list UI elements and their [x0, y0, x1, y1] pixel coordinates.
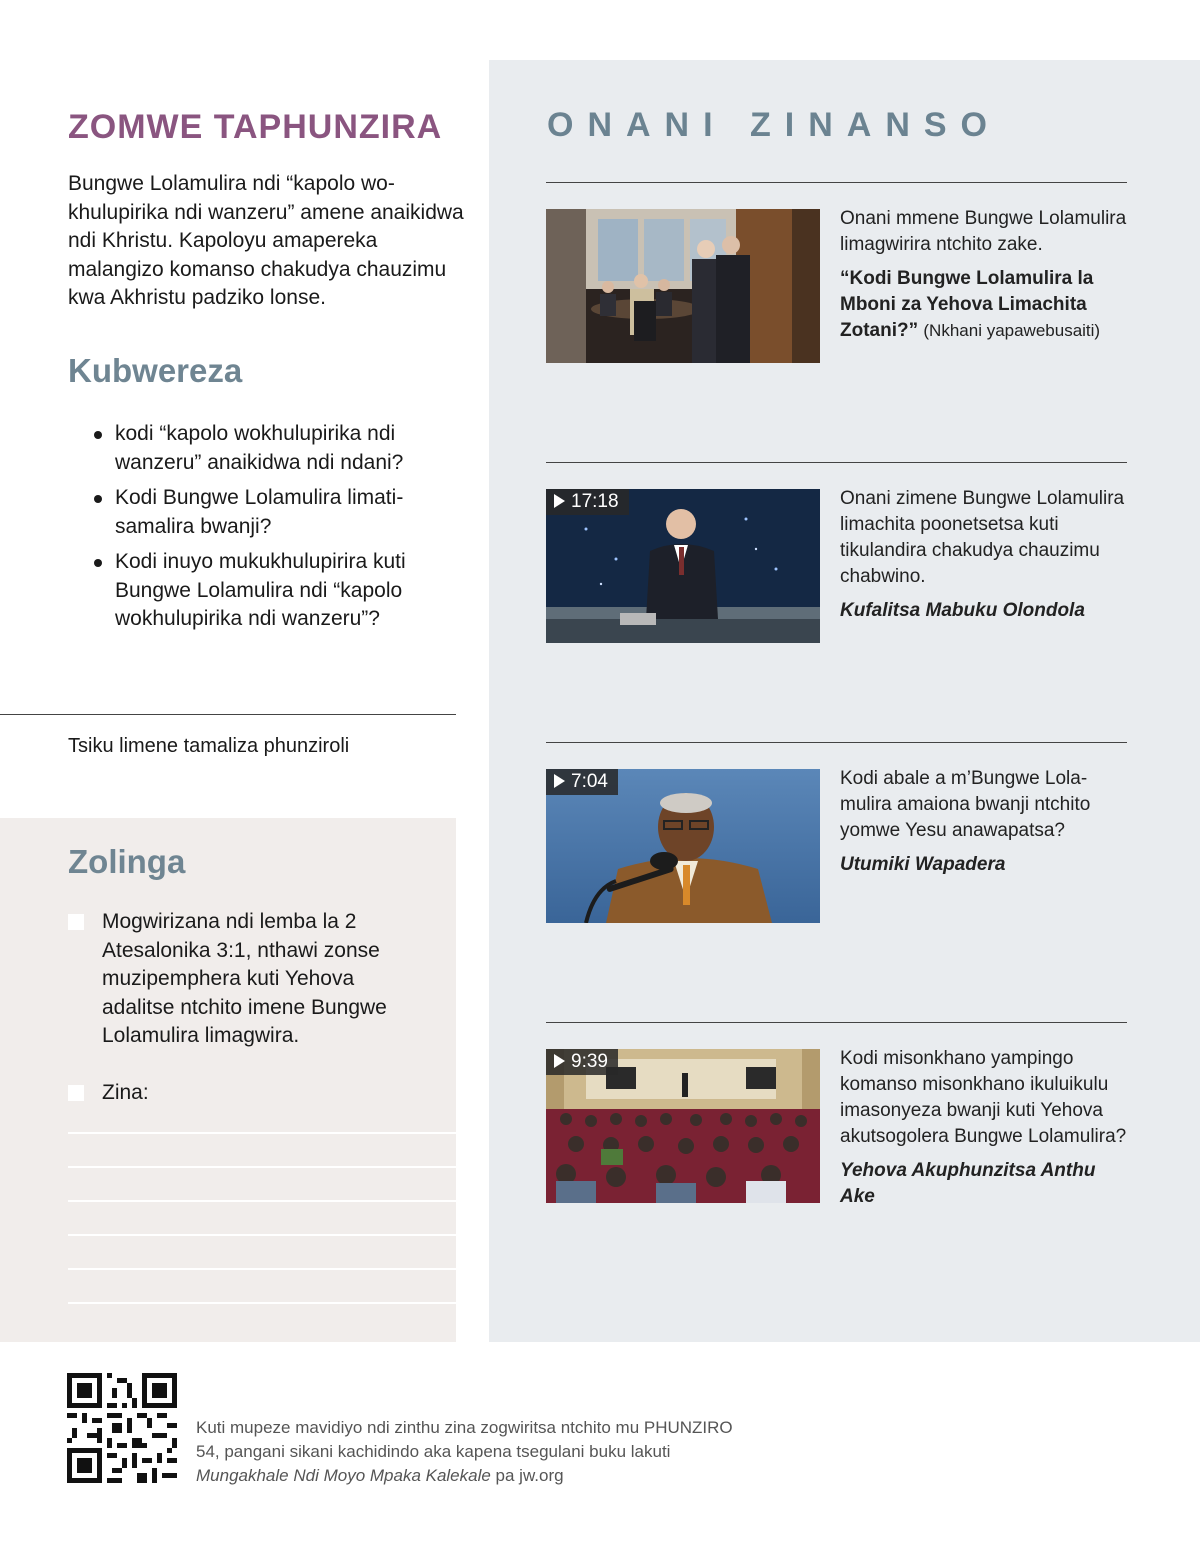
- media-description: Kodi misonkhano yampingo komanso misonkhano ikuluikulu imasonyeza bwanji kuti Yehova akutsogolera Bungwe Lolamulira?: [840, 1048, 1127, 1147]
- media-link-title[interactable]: Utumiki Wapadera: [840, 854, 1006, 875]
- bullet-icon: [94, 495, 102, 503]
- media-link-title[interactable]: Kufalitsa Mabuku Olondola: [840, 600, 1085, 621]
- review-list: [92, 420, 462, 641]
- write-in-line[interactable]: [68, 1166, 456, 1168]
- video-duration-badge: [546, 769, 618, 795]
- review-item: [92, 420, 462, 477]
- qr-code-icon[interactable]: [67, 1373, 177, 1483]
- summary-title: ZOMWE TAPHUNZIRA: [68, 108, 443, 146]
- video-duration-badge: [546, 489, 629, 515]
- link-note: (Nkhani yapawebusaiti): [923, 321, 1101, 340]
- speaker-microphone-photo[interactable]: [546, 769, 820, 923]
- goal-text: Zina:: [102, 1081, 149, 1104]
- write-in-line[interactable]: [68, 1268, 456, 1270]
- media-description: Kodi abale a m’Bungwe Lolamulira amaiona bwanji ntchito yomwe Yesu anawapatsa?: [840, 768, 1091, 841]
- broadcast-presenter-photo[interactable]: [546, 489, 820, 643]
- divider: [546, 742, 1127, 743]
- review-heading: Kubwereza: [68, 352, 243, 389]
- goal-item-2: [68, 1079, 428, 1108]
- checkbox[interactable]: [68, 914, 84, 930]
- completion-date-label: Tsiku limene tamaliza phunziroli: [68, 735, 350, 757]
- footer-note: [196, 1416, 756, 1488]
- goal-item-1: [68, 908, 428, 1051]
- play-icon: [554, 494, 565, 508]
- link-title-text: “Kodi Bungwe Lolamulira la Mboni za Yehova Limachita Zotani?”: [840, 268, 1094, 341]
- footer-text-before: Kuti mupeze mavidiyo ndi zinthu zina zogwiritsa ntchito mu PHUNZIRO 54, pangani sikani kachidindo aka kapena tsegulani buku lakuti: [196, 1418, 733, 1461]
- write-in-line[interactable]: [68, 1234, 456, 1236]
- media-link-title[interactable]: [840, 266, 1130, 344]
- checkbox[interactable]: [68, 1085, 84, 1101]
- bullet-icon: [94, 431, 102, 439]
- media-description: Onani mmene Bungwe Lolamulira limagwirira ntchito zake.: [840, 208, 1127, 255]
- duration-text: 9:39: [571, 1051, 608, 1072]
- review-item-text: kodi “kapolo wokhulupirika ndi wanzeru” anaikidwa ndi ndani?: [115, 422, 404, 474]
- footer-book-title[interactable]: Mungakhale Ndi Moyo Mpaka Kalekale: [196, 1466, 491, 1485]
- goal-text: Mogwirizana ndi lemba la 2 Atesalonika 3:1, nthawi zonse muzipemphera kuti Yehova adalitse ntchito imene Bungwe Lolamulira limagwira.: [102, 910, 387, 1047]
- footer-text-after: pa jw.org: [490, 1466, 564, 1485]
- date-divider: [0, 714, 456, 715]
- media-item-text: [840, 766, 1130, 878]
- summary-text: Bungwe Lolamulira ndi “kapolo wokhulupirika ndi wanzeru” amene anaikidwa ndi Khristu. Kapoloyu amapereka malangizo komanso chakudya chauzimu kwa Akhristu padziko lonse.: [68, 172, 464, 309]
- media-item-text: [840, 1046, 1130, 1210]
- review-item: [92, 548, 462, 634]
- bullet-icon: [94, 559, 102, 567]
- goals-heading: Zolinga: [68, 843, 186, 880]
- play-icon: [554, 774, 565, 788]
- duration-text: 17:18: [571, 491, 619, 512]
- review-item-text: Kodi inuyo mukukhulupirira kuti Bungwe Lolamulira ndi “kapolo wokhulupirika ndi wanzeru”?: [115, 550, 406, 630]
- congregation-meeting-photo[interactable]: [546, 1049, 820, 1203]
- divider: [546, 462, 1127, 463]
- related-media-title: ONANI ZINANSO: [547, 106, 1001, 144]
- media-item-text: [840, 206, 1130, 344]
- media-description: Onani zimene Bungwe Lolamulira limachita poonetsetsa kuti tikulandira chakudya chauzimu chabwino.: [840, 488, 1125, 587]
- write-in-line[interactable]: [68, 1200, 456, 1202]
- play-icon: [554, 1054, 565, 1068]
- media-item-text: [840, 486, 1130, 624]
- media-link-title[interactable]: Yehova Akuphunzitsa Anthu Ake: [840, 1160, 1096, 1207]
- divider: [546, 182, 1127, 183]
- duration-text: 7:04: [571, 771, 608, 792]
- write-in-line[interactable]: [68, 1132, 456, 1134]
- governing-body-meeting-photo[interactable]: [546, 209, 820, 363]
- video-duration-badge: [546, 1049, 618, 1075]
- divider: [546, 1022, 1127, 1023]
- review-item: [92, 484, 462, 541]
- write-in-line[interactable]: [68, 1302, 456, 1304]
- review-item-text: Kodi Bungwe Lolamulira limatisamalira bwanji?: [115, 486, 404, 538]
